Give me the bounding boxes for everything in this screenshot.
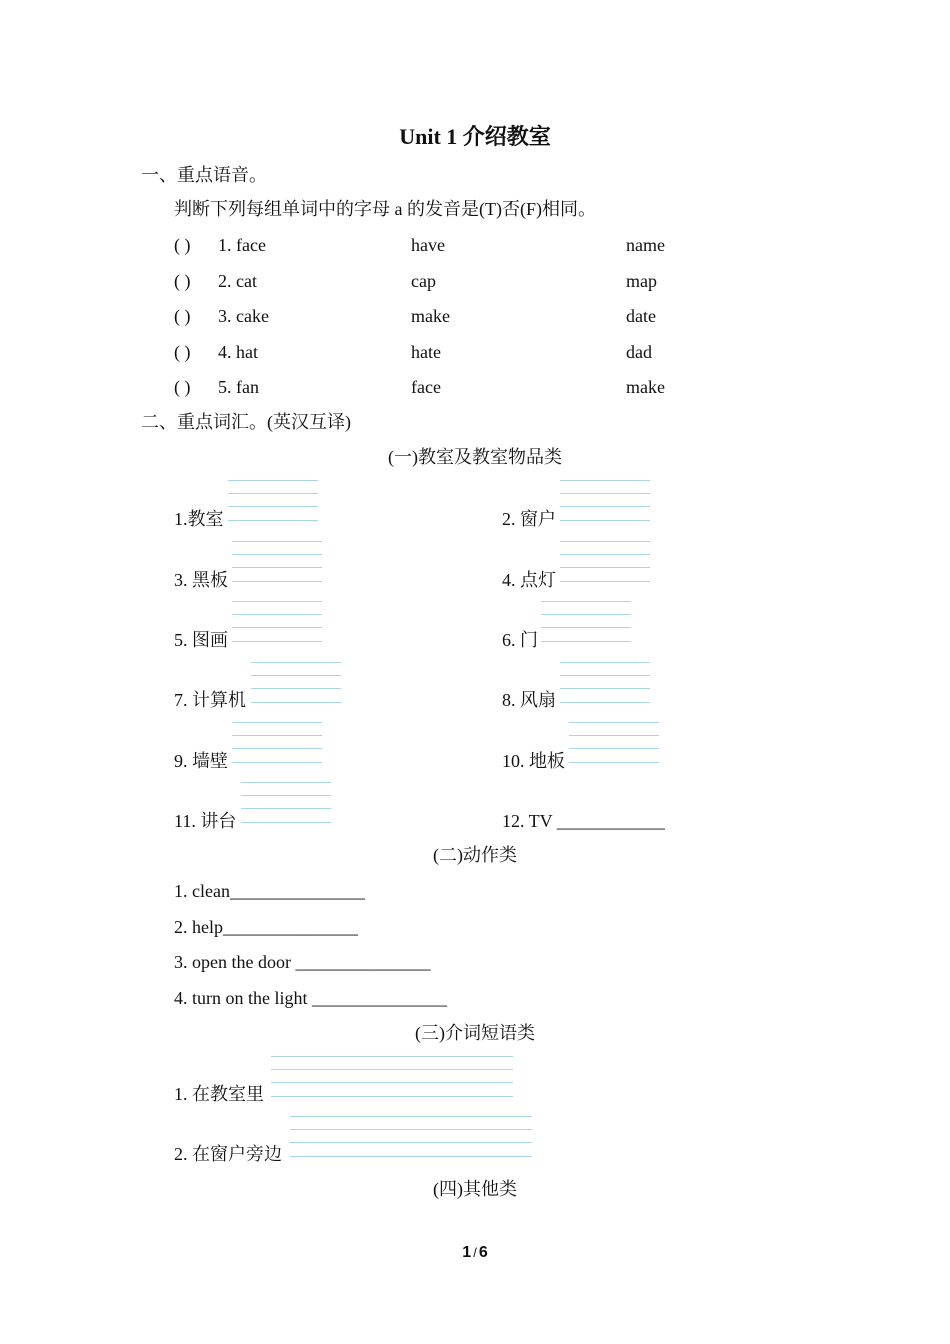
current-page: 1 <box>462 1244 472 1261</box>
row-word-2: have <box>411 235 445 255</box>
total-pages: 6 <box>478 1244 488 1261</box>
vocab-item: 6. 门 <box>502 630 538 650</box>
row-word-2: face <box>411 377 441 397</box>
action-item: 3. open the door _______________ <box>174 952 431 972</box>
action-item: 1. clean_______________ <box>174 881 365 901</box>
row-word-1: 4. hat <box>218 342 258 362</box>
answer-lines[interactable] <box>251 662 341 702</box>
action-item: 2. help_______________ <box>174 917 358 937</box>
section1-heading: 一、重点语音。 <box>141 165 267 185</box>
answer-lines[interactable] <box>290 1116 532 1156</box>
answer-lines[interactable] <box>541 601 631 641</box>
phrase-item: 1. 在教室里 <box>174 1084 264 1104</box>
section2-heading: 二、重点词汇。(英汉互译) <box>141 412 351 432</box>
answer-blank[interactable]: ( ) <box>174 306 191 326</box>
page-title: Unit 1 介绍教室 <box>399 124 551 149</box>
row-word-2: hate <box>411 342 441 362</box>
answer-lines[interactable] <box>271 1056 513 1096</box>
vocab-item: 1.教室 <box>174 509 224 529</box>
vocab-item: 7. 计算机 <box>174 690 246 710</box>
answer-lines[interactable] <box>569 722 659 762</box>
row-word-3: date <box>626 306 656 326</box>
row-word-3: name <box>626 235 665 255</box>
answer-lines[interactable] <box>232 541 322 581</box>
vocab-item: 3. 黑板 <box>174 570 228 590</box>
answer-lines[interactable] <box>241 782 331 822</box>
row-word-1: 2. cat <box>218 271 257 291</box>
vocab-item: 9. 墙壁 <box>174 751 228 771</box>
vocab-item: 8. 风扇 <box>502 690 556 710</box>
row-word-3: make <box>626 377 665 397</box>
answer-blank[interactable]: ( ) <box>174 271 191 291</box>
answer-lines[interactable] <box>232 722 322 762</box>
row-word-3: map <box>626 271 657 291</box>
vocab-item: 2. 窗户 <box>502 509 556 529</box>
answer-lines[interactable] <box>560 480 650 520</box>
vocab-item: 12. TV ____________ <box>502 811 665 831</box>
group3-title: (三)介词短语类 <box>415 1023 535 1043</box>
answer-lines[interactable] <box>228 480 318 520</box>
answer-blank[interactable]: ( ) <box>174 377 191 397</box>
answer-lines[interactable] <box>560 662 650 702</box>
row-word-2: cap <box>411 271 436 291</box>
row-word-2: make <box>411 306 450 326</box>
page-separator: / <box>473 1245 477 1260</box>
vocab-item: 10. 地板 <box>502 751 565 771</box>
answer-lines[interactable] <box>560 541 650 581</box>
row-word-3: dad <box>626 342 652 362</box>
row-word-1: 1. face <box>218 235 266 255</box>
group1-title: (一)教室及教室物品类 <box>388 447 562 467</box>
group2-title: (二)动作类 <box>433 845 517 865</box>
group4-title: (四)其他类 <box>433 1179 517 1199</box>
answer-lines[interactable] <box>232 601 322 641</box>
row-word-1: 3. cake <box>218 306 269 326</box>
answer-blank[interactable]: ( ) <box>174 235 191 255</box>
answer-blank[interactable]: ( ) <box>174 342 191 362</box>
action-item: 4. turn on the light _______________ <box>174 988 447 1008</box>
vocab-item: 4. 点灯 <box>502 570 556 590</box>
row-word-1: 5. fan <box>218 377 259 397</box>
page-number <box>0 1245 950 1261</box>
vocab-item: 5. 图画 <box>174 630 228 650</box>
section1-instruction: 判断下列每组单词中的字母 a 的发音是(T)否(F)相同。 <box>174 199 596 219</box>
phrase-item: 2. 在窗户旁边 <box>174 1144 282 1164</box>
vocab-item: 11. 讲台 <box>174 811 237 831</box>
